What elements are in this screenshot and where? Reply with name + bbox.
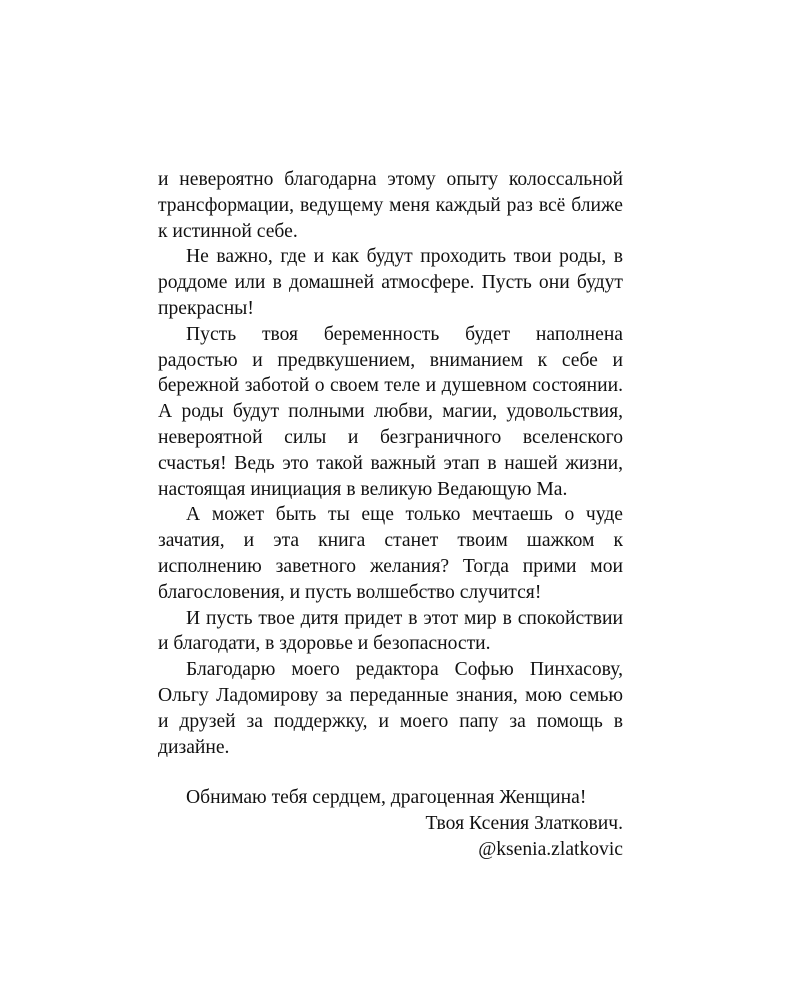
- author-signature: Твоя Ксения Златкович.: [425, 813, 623, 835]
- book-page: [158, 167, 623, 863]
- paragraph-acknowledgements: Благодарю моего редактора Софью Пинхасову, Ольгу Ладомирову за переданные знания, мою семью и друзей за поддержку, и моего папу за помощь в дизайне.: [158, 659, 623, 758]
- closing-greeting: Обнимаю тебя сердцем, драгоценная Женщина!: [186, 787, 587, 809]
- closing-block: [158, 785, 623, 862]
- paragraph-gratitude-continuation: и невероятно благодарна этому опыту колоссальной трансформации, ведущему меня каждый раз всё ближе к истинной себе.: [158, 169, 623, 242]
- author-handle: @ksenia.zlatkovic: [478, 838, 623, 860]
- paragraph-pregnancy-wishes: Пусть твоя беременность будет наполнена радостью и предвкушением, вниманием к себе и бережной заботой о своем теле и душевном состоянии. А роды будут полными любви, магии, удовольствия, невероятной силы и безграничного вселенского счастья! Ведь это такой важный этап в нашей жизни, настоящая инициация в великую Ведающую Ма.: [158, 323, 623, 500]
- paragraph-birth-place: Не важно, где и как будут проходить твои роды, в роддоме или в домашней атмосфере. Пусть они будут прекрасны!: [158, 246, 623, 319]
- body-text: [158, 167, 623, 760]
- paragraph-conception-dream: А может быть ты еще только мечтаешь о чуде зачатия, и эта книга станет твоим шажком к исполнению заветного желания? Тогда прими мои благословения, и пусть волшебство случится!: [158, 504, 623, 603]
- paragraph-child-blessing: И пусть твое дитя придет в этот мир в спокойствии и благодати, в здоровье и безопасности.: [158, 607, 623, 655]
